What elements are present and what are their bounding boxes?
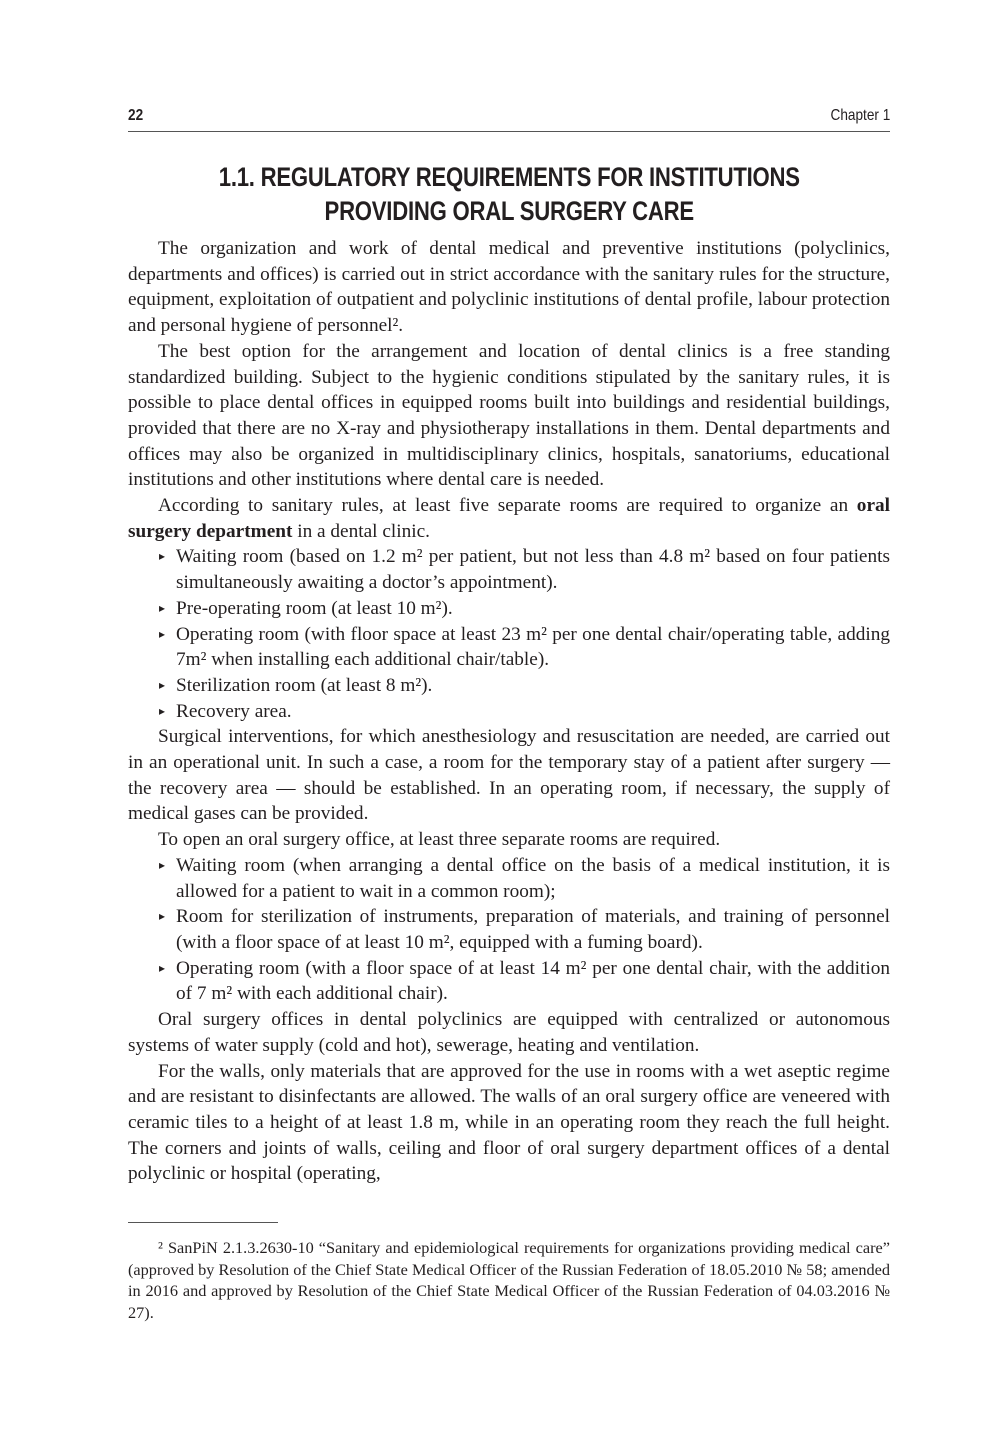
- bold-term: oral surgery department: [128, 495, 890, 542]
- page-number: 22: [128, 107, 144, 124]
- triangle-bullet-icon: ▸: [159, 549, 166, 564]
- running-header: [128, 104, 890, 132]
- list-item: [159, 622, 890, 673]
- section-title-line-1: 1.1. REGULATORY REQUIREMENTS FOR INSTITUTIONS: [218, 162, 800, 192]
- list-item: [159, 673, 890, 699]
- list-item-text: Waiting room (when arranging a dental office on the basis of a medical institution, it is allowed for a patient to wait in a common room);: [176, 854, 890, 902]
- list-item-text: Waiting room (based on 1.2 m² per patient, but not less than 4.8 m² based on four patients simultaneously awaiting a doctor’s appointment).: [176, 546, 890, 594]
- triangle-bullet-icon: ▸: [159, 677, 166, 692]
- list-item: [159, 853, 890, 904]
- bullet-list-department: [128, 544, 890, 724]
- triangle-bullet-icon: ▸: [159, 857, 166, 872]
- paragraph: To open an oral surgery office, at least three separate rooms are required.: [158, 829, 721, 851]
- list-item-text: Recovery area.: [176, 700, 292, 722]
- triangle-bullet-icon: ▸: [159, 703, 166, 718]
- text-run: in a dental clinic.: [292, 520, 430, 542]
- paragraph: Oral surgery offices in dental polyclinics are equipped with centralized or autonomous systems of water supply (cold and hot), sewerage, heating and ventilation.: [128, 1009, 890, 1056]
- list-item-text: Sterilization room (at least 8 m²).: [176, 674, 433, 696]
- paragraph: For the walls, only materials that are approved for the use in rooms with a wet aseptic regime and are resistant to disinfectants are allowed. The walls of an oral surgery office are veneered with ceramic tiles to a height of at least 1.8 m, while in an operating room they reach the full height. The corners and joints of walls, ceiling and floor of oral surgery department offices of a dental polyclinic or hospital (operating,: [128, 1060, 890, 1185]
- list-item: [159, 596, 890, 622]
- bullet-list-office: [128, 853, 890, 1007]
- chapter-label: Chapter 1: [830, 107, 890, 124]
- section-title-line-2: PROVIDING ORAL SURGERY CARE: [324, 196, 694, 226]
- list-item-text: Operating room (with a floor space of at least 14 m² per one dental chair, with the addition of 7 m² with each additional chair).: [176, 957, 890, 1005]
- list-item: [159, 699, 890, 725]
- list-item-text: Operating room (with floor space at least 23 m² per one dental chair/operating table, adding 7m² when installing each additional chair/table).: [176, 623, 890, 671]
- triangle-bullet-icon: ▸: [159, 600, 166, 615]
- body-text: [128, 236, 890, 1187]
- paragraph: Surgical interventions, for which anesthesiology and resuscitation are needed, are carried out in an operational unit. In such a case, a room for the temporary stay of a patient after surgery — the recovery area — should be established. In an operating room, if necessary, the supply of medical gases can be provided.: [128, 726, 890, 825]
- list-item: [159, 904, 890, 955]
- triangle-bullet-icon: ▸: [159, 909, 166, 924]
- list-item: [159, 956, 890, 1007]
- paragraph: [128, 493, 890, 544]
- triangle-bullet-icon: ▸: [159, 960, 166, 975]
- footnote-divider: [128, 1222, 278, 1223]
- section-title: [128, 160, 890, 228]
- footnote: ² SanPiN 2.1.3.2630-10 “Sanitary and epidemiological requirements for organizations providing medical care” (approved by Resolution of the Chief State Medical Officer of the Russian Federation of 18.05.2010 № 58; amended in 2016 and approved by Resolution of the Chief State Medical Officer of the Russian Federation of 04.03.2016 № 27).: [128, 1238, 890, 1322]
- paragraph: The organization and work of dental medical and preventive institutions (polyclinics, departments and offices) is carried out in strict accordance with the sanitary rules for the structure, equipment, exploitation of outpatient and polyclinic institutions of dental profile, labour protection and personal hygiene of personnel².: [128, 238, 890, 337]
- text-run: According to sanitary rules, at least five separate rooms are required to organize an: [158, 495, 857, 517]
- paragraph: The best option for the arrangement and location of dental clinics is a free standing standardized building. Subject to the hygienic conditions stipulated by the sanitary rules, it is possible to place dental offices in equipped rooms built into buildings and residential buildings, provided that there are no X-ray and physiotherapy installations in them. Dental departments and offices may also be organized in multidisciplinary clinics, hospitals, sanatoriums, educational institutions and other institutions where dental care is needed.: [128, 340, 890, 491]
- list-item: [159, 544, 890, 595]
- triangle-bullet-icon: ▸: [159, 626, 166, 641]
- list-item-text: Pre-operating room (at least 10 m²).: [176, 597, 453, 619]
- list-item-text: Room for sterilization of instruments, preparation of materials, and training of personnel (with a floor space of at least 10 m², equipped with a fuming board).: [176, 906, 890, 953]
